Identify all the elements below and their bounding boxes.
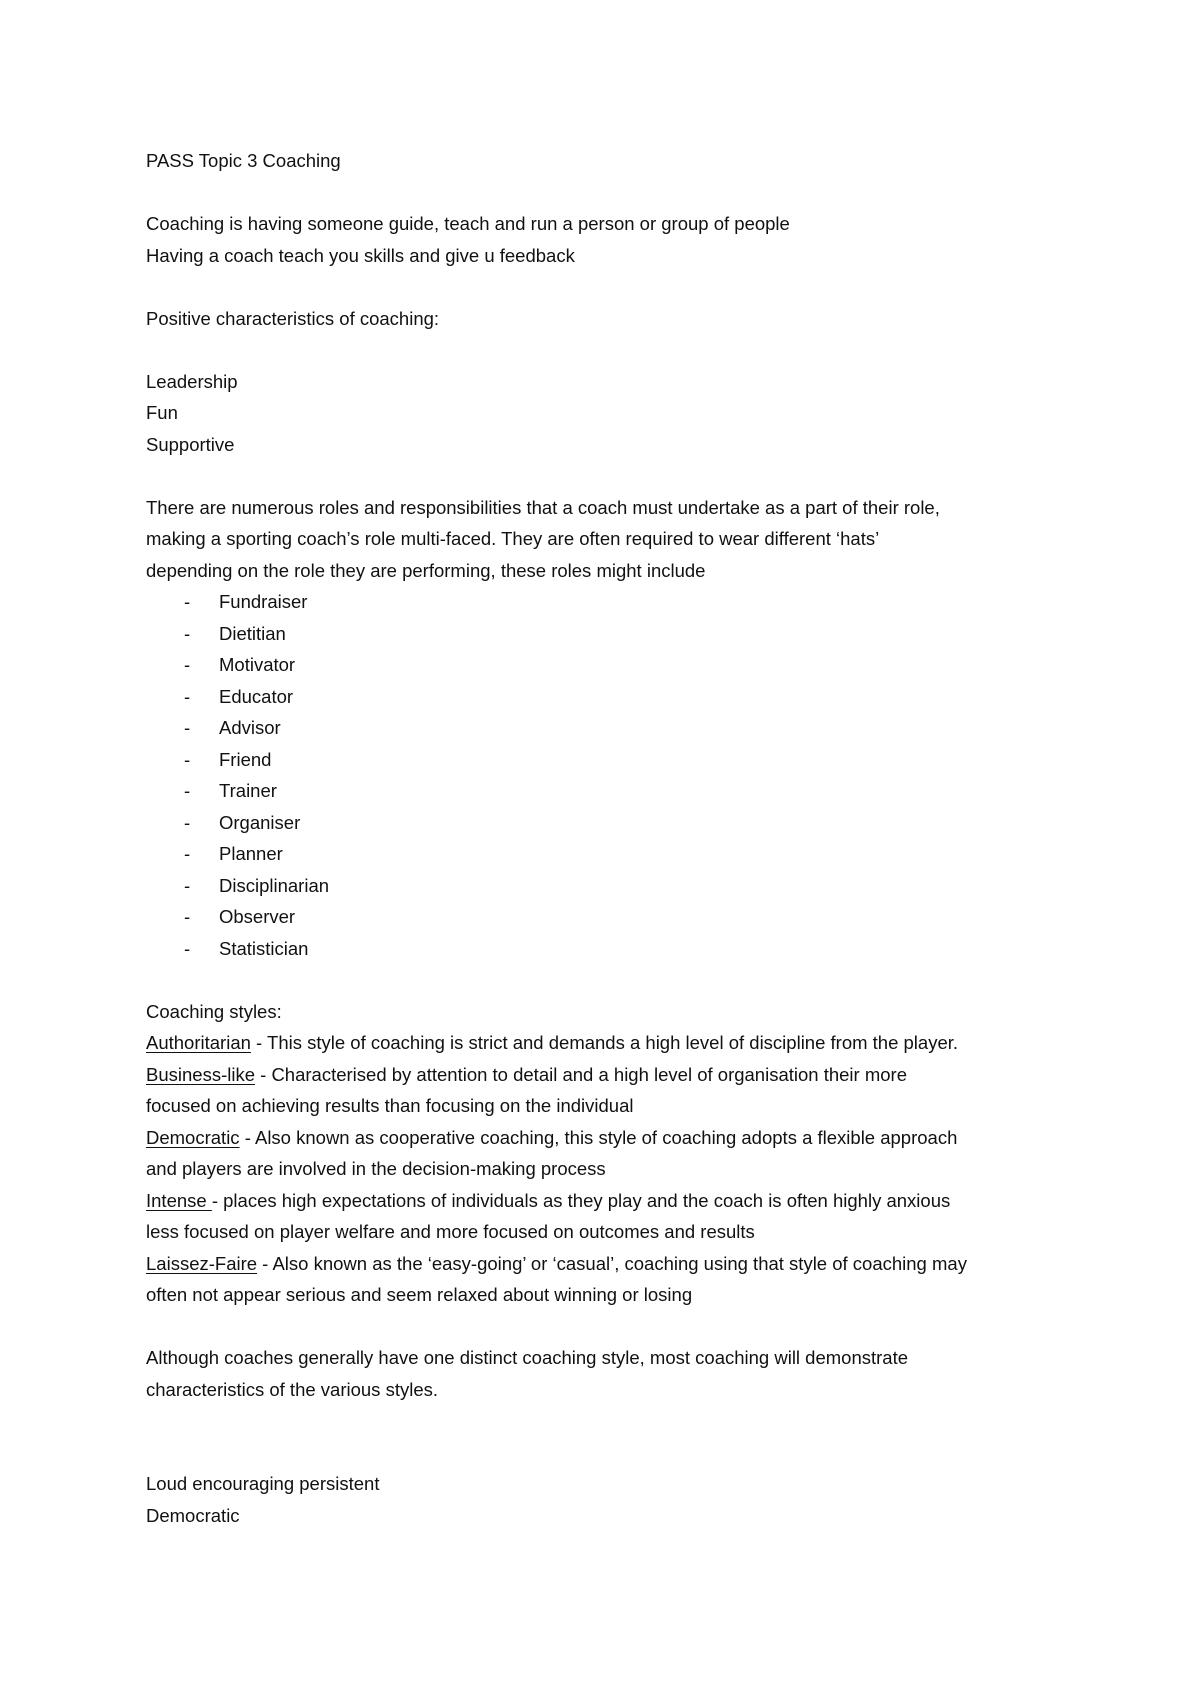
note-line-2: Democratic <box>146 1504 240 1526</box>
style-term: Business-like <box>146 1063 255 1085</box>
list-item <box>146 681 1066 713</box>
list-item <box>146 870 1066 902</box>
style-democratic <box>146 1122 1066 1154</box>
list-item <box>146 649 1066 681</box>
role-label: Dietitian <box>219 622 286 644</box>
role-label: Planner <box>219 843 283 864</box>
list-item <box>146 744 1066 776</box>
style-laissez-faire <box>146 1248 1066 1280</box>
bullet-dash: - <box>184 906 191 927</box>
list-item <box>146 807 1066 839</box>
style-description-continued: focused on achieving results than focusing on the individual <box>146 1095 634 1116</box>
blank-line <box>146 1437 1066 1469</box>
style-description: - places high expectations of individuals as they play and the coach is often highly anxious <box>211 1189 951 1211</box>
roles-paragraph-line-1: There are numerous roles and responsibilities that a coach must undertake as a part of their role, <box>146 496 940 518</box>
list-item <box>146 933 1066 965</box>
style-description: - Also known as cooperative coaching, this style of coaching adopts a flexible approach <box>239 1126 958 1148</box>
role-label: Motivator <box>219 654 296 675</box>
positive-item-supportive: Supportive <box>146 433 235 455</box>
style-description: - Characterised by attention to detail and a high level of organisation their more <box>255 1063 907 1085</box>
role-label: Statistician <box>219 937 309 959</box>
list-item <box>146 901 1066 933</box>
style-term: Democratic <box>146 1126 240 1148</box>
bullet-dash: - <box>184 622 191 644</box>
intro-line-2: Having a coach teach you skills and give u feedback <box>146 244 575 266</box>
bullet-dash: - <box>184 591 191 612</box>
intro-line-1: Coaching is having someone guide, teach and run a person or group of people <box>146 213 790 234</box>
role-label: Friend <box>219 748 272 770</box>
blank-line <box>146 964 1066 996</box>
note-line-1: Loud encouraging persistent <box>146 1473 380 1494</box>
bullet-dash: - <box>184 811 191 833</box>
style-description: - This style of coaching is strict and demands a high level of discipline from the player. <box>250 1032 959 1053</box>
styles-heading: Coaching styles: <box>146 1000 282 1022</box>
style-description-continued: and players are involved in the decision-making process <box>146 1158 606 1179</box>
list-item <box>146 618 1066 650</box>
role-label: Fundraiser <box>219 591 308 612</box>
list-item <box>146 586 1066 618</box>
role-label: Disciplinarian <box>219 874 330 896</box>
roles-paragraph-line-3: depending on the role they are performing, these roles might include <box>146 559 706 581</box>
bullet-dash: - <box>184 748 191 770</box>
blank-line <box>146 177 1066 209</box>
document-title: PASS Topic 3 Coaching <box>146 150 341 171</box>
roles-paragraph-line-2: making a sporting coach’s role multi-faced. They are often required to wear different ‘hats’ <box>146 528 880 549</box>
positive-item-leadership: Leadership <box>146 370 238 392</box>
role-label: Advisor <box>219 717 281 738</box>
style-term: Intense <box>146 1189 212 1211</box>
style-description-continued: less focused on player welfare and more focused on outcomes and results <box>146 1221 755 1242</box>
conclusion-line-2: characteristics of the various styles. <box>146 1378 438 1400</box>
style-intense <box>146 1185 1066 1217</box>
style-business-like <box>146 1059 1066 1091</box>
role-label: Organiser <box>219 811 301 833</box>
style-description: - Also known as the ‘easy-going’ or ‘casual’, coaching using that style of coaching may <box>257 1252 967 1274</box>
list-item <box>146 712 1066 744</box>
style-description-continued: often not appear serious and seem relaxed about winning or losing <box>146 1284 693 1305</box>
bullet-dash: - <box>184 654 191 675</box>
blank-line <box>146 271 1066 303</box>
style-term: Authoritarian <box>146 1032 251 1053</box>
bullet-dash: - <box>184 717 191 738</box>
style-authoritarian <box>146 1027 1066 1059</box>
positive-item-fun: Fun <box>146 402 178 423</box>
bullet-dash: - <box>184 685 191 707</box>
bullet-dash: - <box>184 937 191 959</box>
blank-line <box>146 334 1066 366</box>
list-item <box>146 775 1066 807</box>
bullet-dash: - <box>184 874 191 896</box>
blank-line <box>146 460 1066 492</box>
role-label: Trainer <box>219 780 277 801</box>
bullet-dash: - <box>184 843 191 864</box>
positive-heading: Positive characteristics of coaching: <box>146 307 440 329</box>
conclusion-line-1: Although coaches generally have one distinct coaching style, most coaching will demonstrate <box>146 1347 909 1368</box>
style-term: Laissez-Faire <box>146 1252 258 1274</box>
bullet-dash: - <box>184 780 191 801</box>
list-item <box>146 838 1066 870</box>
role-label: Educator <box>219 685 294 707</box>
document-page <box>146 145 1066 1531</box>
blank-line <box>146 1311 1066 1343</box>
role-label: Observer <box>219 906 296 927</box>
roles-list <box>146 586 1066 964</box>
blank-line <box>146 1405 1066 1437</box>
